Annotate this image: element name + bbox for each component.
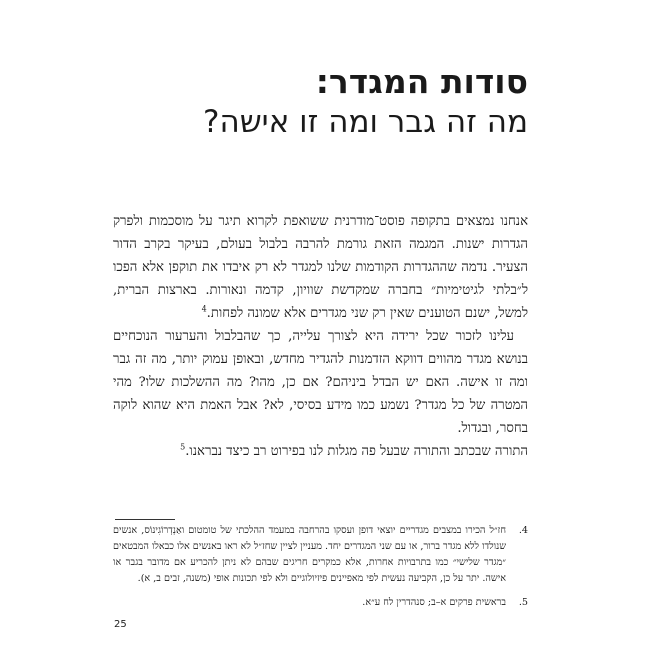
chapter-title: סודות המגדר:	[315, 62, 528, 101]
paragraph-2	[113, 325, 528, 440]
paragraph-3	[113, 440, 528, 463]
chapter-heading	[108, 62, 528, 142]
footnote-ref[interactable]: 4	[201, 304, 207, 314]
footnote-5	[113, 595, 528, 611]
paragraph-1	[113, 210, 528, 325]
footnote-text: חז״ל הכירו במצבים מגדריים יוצאי דופן ועסקו בהרחבה במעמד ההלכתי של טומטום ואַנְדְרוֹגִינוֹס, אנשים שנולדו ללא מגדר ברור, או עם שני המגדרים יחד. מעניין לציין שחז״ל לא ראו באנשים אלו כבאלו המבטאים ״מגדר שלישי״ כמו בתרבויות אחרות, אלא כמקרים חריגים שבהם לא ניתן להכריע אם מדובר בגבר או אישה. יתר על כן, הקביעה נעשית לפי מאפיינים פיזיולוגיים ולא לפי תכונות אופי (משנה, זבים ב, א).	[113, 525, 506, 584]
footnote-divider	[115, 519, 175, 520]
paragraph-text: עלינו לזכור שכל ירידה היא לצורך עלייה, כך שהבלבול והערעור הנוכחיים בנושא מגדר מהווים דווקא הזדמנות להגדיר מחדש, ובאופן עמוק יותר, מה זה גבר ומה זו אישה. האם יש הבדל ביניהם? אם כן, מהו? מה ההשלכות שלו? מהי המטרה של כל מגדר? נשמע כמו מידע בסיסי, לא? אבל האמת היא שהוא לוקה בחסר, ובגדול.	[113, 329, 528, 436]
footnotes	[113, 523, 528, 619]
paragraph-text: אנחנו נמצאים בתקופה פוסט־מודרנית ששואפת לקרוא תיגר על מוסכמות ולפרק הגדרות ישנות. המגמה הזאת גורמת להרבה בלבול בעולם, בעיקר בקרב הדור הצעיר. נדמה שההגדרות הקודמות שלנו למגדר לא רק איבדו את תוקפן אלא הפכו ל״בלתי לגיטימיות״ בחברה שמקדשת שוויון, קדמה ונאורות. בארצות הברית, למשל, ישנם הטוענים שאין רק שני מגדרים אלא שמונה לפחות.	[113, 214, 528, 321]
chapter-subtitle: מה זה גבר ומה זו אישה?	[202, 104, 528, 140]
footnote-number: 5.	[518, 597, 528, 608]
footnote-ref[interactable]: 5	[180, 442, 186, 452]
page-number: 25	[114, 619, 127, 630]
body-text	[113, 210, 528, 463]
footnote-number: 4.	[518, 525, 528, 536]
paragraph-text: התורה שבכתב והתורה שבעל פה מגלות לנו בפירוט רב כיצד נבראנו.	[185, 444, 528, 459]
footnote-4	[113, 523, 528, 587]
footnote-text: בראשית פרקים א–ב; סנהדרין לח ע״א.	[362, 597, 506, 608]
